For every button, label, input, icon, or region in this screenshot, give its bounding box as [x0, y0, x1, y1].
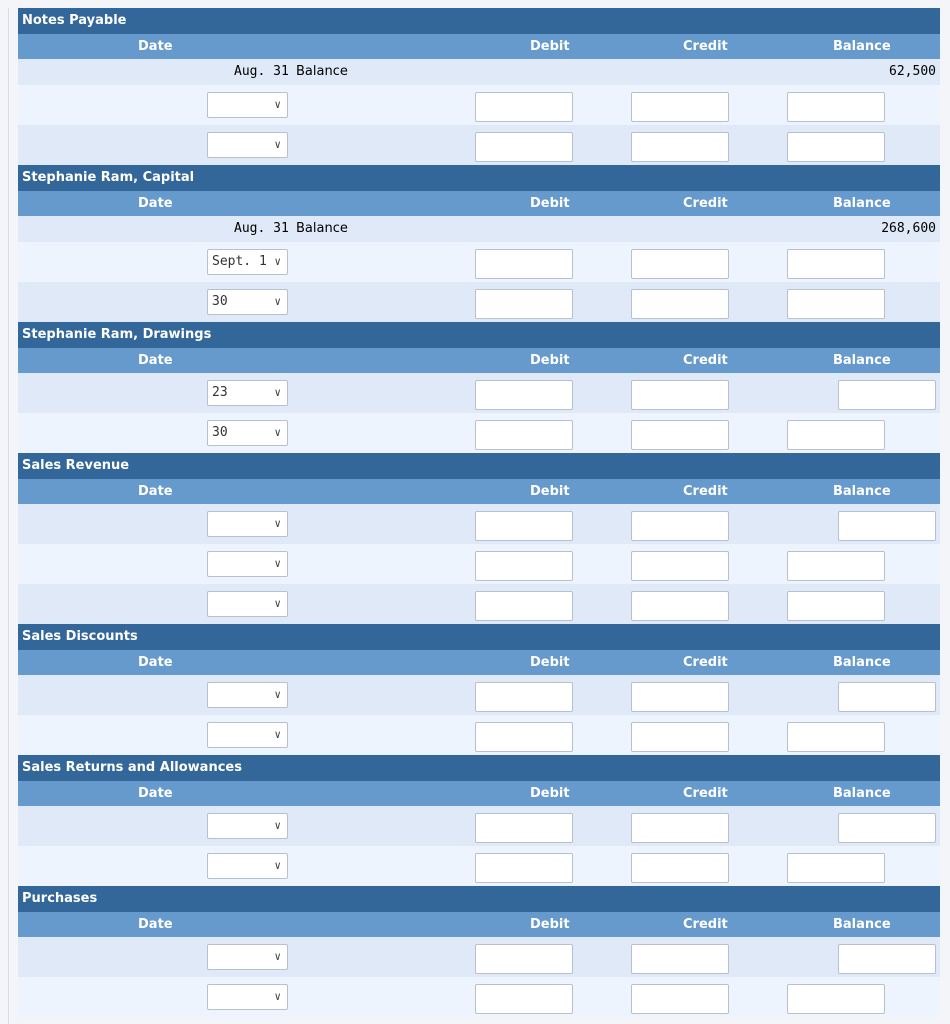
chevron-down-icon: ∨ — [274, 98, 281, 111]
column-header-balance: Balance — [833, 484, 891, 499]
column-header-row — [18, 348, 940, 373]
balance-input[interactable] — [787, 92, 885, 122]
column-header-debit: Debit — [530, 484, 570, 499]
date-select[interactable] — [207, 420, 288, 446]
entry-row — [18, 413, 940, 453]
date-select[interactable] — [207, 591, 288, 617]
chevron-down-icon: ∨ — [274, 517, 281, 530]
column-header-credit: Credit — [683, 484, 728, 499]
balance-input[interactable] — [838, 511, 936, 541]
column-header-row — [18, 912, 940, 937]
balance-input[interactable] — [787, 853, 885, 883]
entry-row — [18, 544, 940, 584]
column-header-date: Date — [138, 786, 173, 801]
balance-input[interactable] — [787, 249, 885, 279]
chevron-down-icon: ∨ — [274, 255, 281, 268]
date-select[interactable] — [207, 682, 288, 708]
column-header-date: Date — [138, 484, 173, 499]
debit-input[interactable] — [475, 551, 573, 581]
opening-balance-row — [18, 59, 940, 85]
credit-input[interactable] — [631, 944, 729, 974]
account-section — [18, 8, 940, 165]
date-select-value: 30 — [212, 425, 228, 440]
credit-input[interactable] — [631, 511, 729, 541]
column-header-balance: Balance — [833, 786, 891, 801]
account-title: Purchases — [18, 886, 940, 912]
credit-input[interactable] — [631, 289, 729, 319]
opening-label: Balance — [296, 64, 348, 79]
account-title: Sales Returns and Allowances — [18, 755, 940, 781]
date-select[interactable] — [207, 289, 288, 315]
date-select[interactable] — [207, 380, 288, 406]
opening-balance-amount: 62,500 — [889, 64, 936, 79]
credit-input[interactable] — [631, 682, 729, 712]
date-select[interactable] — [207, 853, 288, 879]
column-header-row — [18, 191, 940, 216]
debit-input[interactable] — [475, 722, 573, 752]
credit-input[interactable] — [631, 551, 729, 581]
credit-input[interactable] — [631, 92, 729, 122]
debit-input[interactable] — [475, 591, 573, 621]
debit-input[interactable] — [475, 420, 573, 450]
column-header-row — [18, 781, 940, 806]
column-header-credit: Credit — [683, 917, 728, 932]
entry-row — [18, 675, 940, 715]
ledger-accounts — [18, 8, 940, 1017]
page-left-border — [8, 8, 9, 1024]
column-header-balance: Balance — [833, 655, 891, 670]
chevron-down-icon: ∨ — [274, 688, 281, 701]
column-header-credit: Credit — [683, 786, 728, 801]
credit-input[interactable] — [631, 249, 729, 279]
balance-input[interactable] — [787, 289, 885, 319]
column-header-balance: Balance — [833, 917, 891, 932]
chevron-down-icon: ∨ — [274, 950, 281, 963]
entry-row — [18, 977, 940, 1017]
credit-input[interactable] — [631, 420, 729, 450]
date-select-value: 30 — [212, 294, 228, 309]
date-select-value: Sept. 1 — [212, 254, 267, 269]
debit-input[interactable] — [475, 511, 573, 541]
date-select[interactable] — [207, 944, 288, 970]
credit-input[interactable] — [631, 722, 729, 752]
column-header-row — [18, 650, 940, 675]
column-header-balance: Balance — [833, 353, 891, 368]
date-select-value: 23 — [212, 385, 228, 400]
account-section — [18, 624, 940, 755]
opening-label: Balance — [296, 221, 348, 236]
account-section — [18, 322, 940, 453]
chevron-down-icon: ∨ — [274, 859, 281, 872]
debit-input[interactable] — [475, 249, 573, 279]
debit-input[interactable] — [475, 289, 573, 319]
account-title: Sales Revenue — [18, 453, 940, 479]
debit-input[interactable] — [475, 682, 573, 712]
credit-input[interactable] — [631, 984, 729, 1014]
column-header-date: Date — [138, 196, 173, 211]
entry-row — [18, 373, 940, 413]
entry-row — [18, 125, 940, 165]
date-select[interactable] — [207, 813, 288, 839]
column-header-credit: Credit — [683, 196, 728, 211]
chevron-down-icon: ∨ — [274, 138, 281, 151]
entry-row — [18, 715, 940, 755]
debit-input[interactable] — [475, 380, 573, 410]
entry-row — [18, 85, 940, 125]
account-title: Stephanie Ram, Capital — [18, 165, 940, 191]
balance-input[interactable] — [838, 380, 936, 410]
column-header-row — [18, 479, 940, 504]
credit-input[interactable] — [631, 132, 729, 162]
column-header-debit: Debit — [530, 353, 570, 368]
debit-input[interactable] — [475, 984, 573, 1014]
balance-input[interactable] — [787, 984, 885, 1014]
balance-input[interactable] — [787, 132, 885, 162]
column-header-debit: Debit — [530, 786, 570, 801]
date-select[interactable] — [207, 551, 288, 577]
opening-date: Aug. 31 — [234, 221, 289, 236]
column-header-debit: Debit — [530, 917, 570, 932]
entry-row — [18, 584, 940, 624]
chevron-down-icon: ∨ — [274, 819, 281, 832]
column-header-credit: Credit — [683, 39, 728, 54]
debit-input[interactable] — [475, 944, 573, 974]
column-header-balance: Balance — [833, 39, 891, 54]
date-select[interactable] — [207, 92, 288, 118]
debit-input[interactable] — [475, 813, 573, 843]
balance-input[interactable] — [787, 722, 885, 752]
account-title: Stephanie Ram, Drawings — [18, 322, 940, 348]
balance-input[interactable] — [787, 551, 885, 581]
account-section — [18, 165, 940, 322]
column-header-balance: Balance — [833, 196, 891, 211]
opening-balance-row — [18, 216, 940, 242]
column-header-credit: Credit — [683, 655, 728, 670]
credit-input[interactable] — [631, 853, 729, 883]
account-title: Notes Payable — [18, 8, 940, 34]
chevron-down-icon: ∨ — [274, 597, 281, 610]
column-header-date: Date — [138, 39, 173, 54]
date-select[interactable] — [207, 722, 288, 748]
credit-input[interactable] — [631, 591, 729, 621]
account-section — [18, 886, 940, 1017]
column-header-debit: Debit — [530, 39, 570, 54]
chevron-down-icon: ∨ — [274, 426, 281, 439]
account-title: Sales Discounts — [18, 624, 940, 650]
entry-row — [18, 504, 940, 544]
opening-balance-amount: 268,600 — [881, 221, 936, 236]
column-header-date: Date — [138, 655, 173, 670]
column-header-row — [18, 34, 940, 59]
date-select[interactable] — [207, 132, 288, 158]
entry-row — [18, 242, 940, 282]
column-header-credit: Credit — [683, 353, 728, 368]
column-header-debit: Debit — [530, 655, 570, 670]
debit-input[interactable] — [475, 853, 573, 883]
opening-date: Aug. 31 — [234, 64, 289, 79]
column-header-date: Date — [138, 917, 173, 932]
chevron-down-icon: ∨ — [274, 386, 281, 399]
column-header-debit: Debit — [530, 196, 570, 211]
date-select[interactable] — [207, 249, 288, 275]
balance-input[interactable] — [787, 591, 885, 621]
credit-input[interactable] — [631, 380, 729, 410]
debit-input[interactable] — [475, 92, 573, 122]
account-section — [18, 755, 940, 886]
debit-input[interactable] — [475, 132, 573, 162]
entry-row — [18, 806, 940, 846]
chevron-down-icon: ∨ — [274, 990, 281, 1003]
balance-input[interactable] — [838, 813, 936, 843]
chevron-down-icon: ∨ — [274, 295, 281, 308]
date-select[interactable] — [207, 984, 288, 1010]
date-select[interactable] — [207, 511, 288, 537]
credit-input[interactable] — [631, 813, 729, 843]
column-header-date: Date — [138, 353, 173, 368]
entry-row — [18, 846, 940, 886]
balance-input[interactable] — [787, 420, 885, 450]
chevron-down-icon: ∨ — [274, 728, 281, 741]
balance-input[interactable] — [838, 944, 936, 974]
entry-row — [18, 937, 940, 977]
entry-row — [18, 282, 940, 322]
balance-input[interactable] — [838, 682, 936, 712]
account-section — [18, 453, 940, 624]
chevron-down-icon: ∨ — [274, 557, 281, 570]
